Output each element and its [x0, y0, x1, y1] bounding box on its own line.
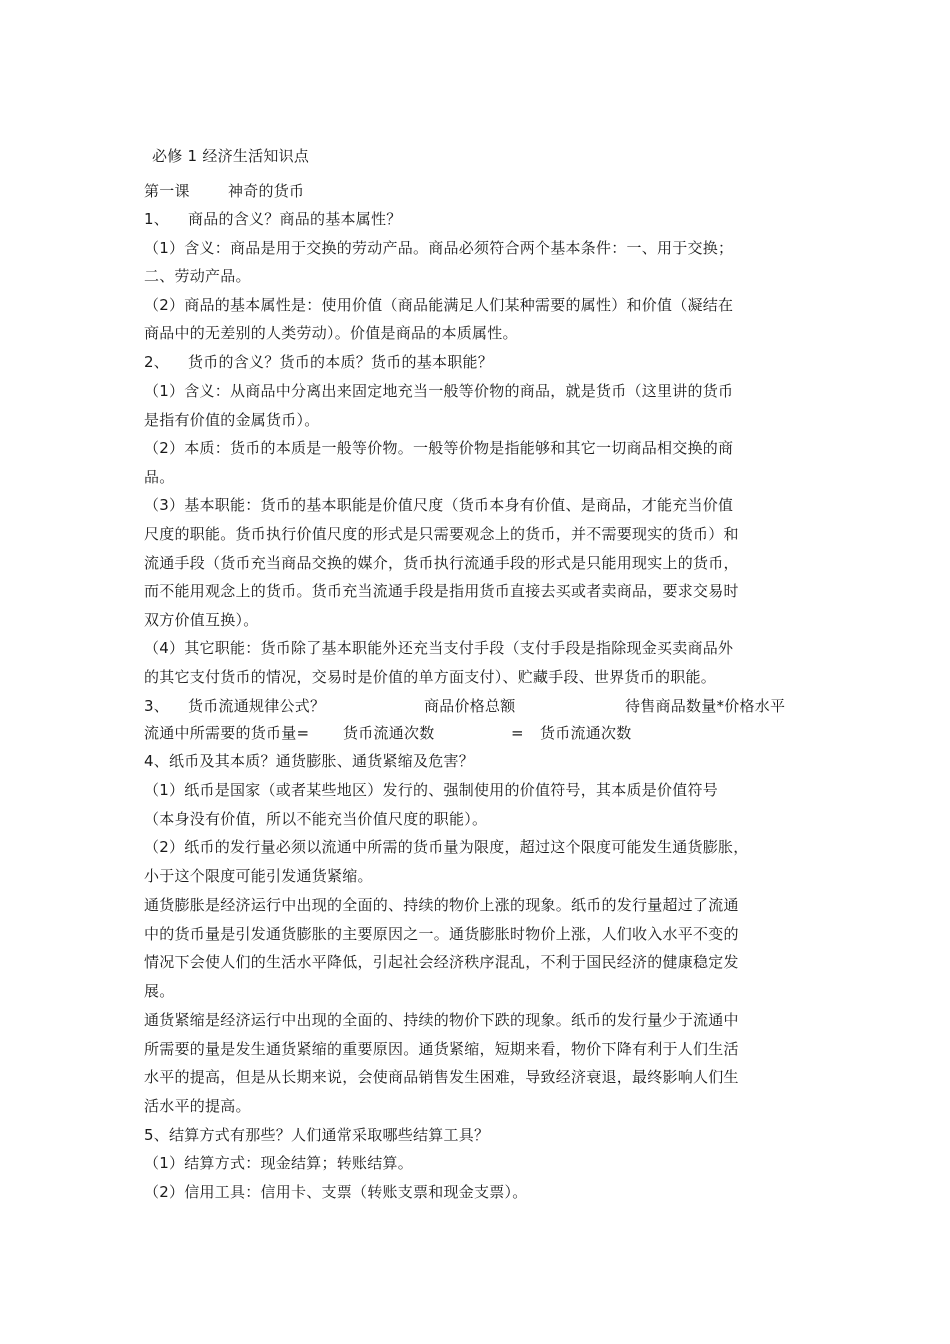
paragraph-line: （1）含义：商品是用于交换的劳动产品。商品必须符合两个基本条件：一、用于交换；	[144, 239, 734, 257]
paragraph-line: 通货膨胀是经济运行中出现的全面的、持续的物价上涨的现象。纸币的发行量超过了流通	[144, 896, 739, 914]
paragraph-line: 而不能用观念上的货币。货币充当流通手段是指用货币直接去买或者卖商品，要求交易时	[144, 582, 739, 600]
formula-equals: =	[511, 724, 524, 742]
paragraph-line: 是指有价值的金属货币）。	[144, 411, 320, 429]
question-4: 4、纸币及其本质？通货膨胀、通货紧缩及危害？	[144, 752, 475, 770]
question-text: 货币的含义？货币的本质？货币的基本职能？	[188, 353, 494, 371]
question-5: 5、结算方式有那些？人们通常采取哪些结算工具？	[144, 1126, 490, 1144]
paragraph-line: （3）基本职能：货币的基本职能是价值尺度（货币本身有价值、是商品，才能充当价值	[144, 496, 734, 514]
question-number: 1、	[144, 210, 170, 228]
paragraph-line: （2）纸币的发行量必须以流通中所需的货币量为限度，超过这个限度可能发生通货膨胀，	[144, 838, 749, 856]
paragraph-line: （2）信用工具：信用卡、支票（转账支票和现金支票）。	[144, 1183, 528, 1201]
paragraph-line: （1）纸币是国家（或者某些地区）发行的、强制使用的价值符号，其本质是价值符号	[144, 781, 719, 799]
paragraph-line: 通货紧缩是经济运行中出现的全面的、持续的物价下跌的现象。纸币的发行量少于流通中	[144, 1011, 739, 1029]
paragraph-line: 活水平的提高。	[144, 1097, 251, 1115]
question-text: 商品的含义？商品的基本属性？	[188, 210, 402, 228]
question-number: 2、	[144, 353, 170, 371]
paragraph-line: 的其它支付货币的情况，交易时是价值的单方面支付）、贮藏手段、世界货币的职能。	[144, 668, 717, 686]
paragraph-line: 二、劳动产品。	[144, 267, 251, 285]
formula-numerator-2: 待售商品数量*价格水平	[625, 697, 786, 715]
paragraph-line: 情况下会使人们的生活水平降低，引起社会经济秩序混乱，不利于国民经济的健康稳定发	[144, 953, 739, 971]
paragraph-line: 商品中的无差别的人类劳动）。价值是商品的本质属性。	[144, 324, 518, 342]
doc-title: 必修 1 经济生活知识点	[152, 147, 310, 165]
paragraph-line: 小于这个限度可能引发通货紧缩。	[144, 867, 373, 885]
paragraph-line: 品。	[144, 468, 175, 486]
paragraph-line: 双方价值互换）。	[144, 611, 259, 629]
lesson-label: 第一课	[144, 182, 190, 200]
paragraph-line: 展。	[144, 982, 175, 1000]
paragraph-line: 尺度的职能。货币执行价值尺度的形式是只需要观念上的货币，并不需要现实的货币）和	[144, 525, 739, 543]
paragraph-line: 流通手段（货币充当商品交换的媒介，货币执行流通手段的形式是只能用现实上的货币，	[144, 554, 739, 572]
formula-numerator-1: 商品价格总额	[424, 697, 516, 715]
paragraph-line: （本身没有价值，所以不能充当价值尺度的职能）。	[144, 810, 488, 828]
paragraph-line: （2）本质：货币的本质是一般等价物。一般等价物是指能够和其它一切商品相交换的商	[144, 439, 734, 457]
paragraph-line: （1）含义：从商品中分离出来固定地充当一般等价物的商品，就是货币（这里讲的货币	[144, 382, 734, 400]
paragraph-line: 水平的提高，但是从长期来说，会使商品销售发生困难，导致经济衰退，最终影响人们生	[144, 1068, 739, 1086]
paragraph-line: （2）商品的基本属性是：使用价值（商品能满足人们某种需要的属性）和价值（凝结在	[144, 296, 734, 314]
question-text: 货币流通规律公式？	[188, 697, 326, 715]
formula-lhs: 流通中所需要的货币量=	[144, 724, 310, 742]
paragraph-line: 中的货币量是引发通货膨胀的主要原因之一。通货膨胀时物价上涨，人们收入水平不变的	[144, 925, 739, 943]
paragraph-line: （4）其它职能：货币除了基本职能外还充当支付手段（支付手段是指除现金买卖商品外	[144, 639, 734, 657]
formula-denominator-2: 货币流通次数	[540, 724, 632, 742]
question-number: 3、	[144, 697, 170, 715]
lesson-name: 神奇的货币	[228, 182, 305, 200]
paragraph-line: 所需要的量是发生通货紧缩的重要原因。通货紧缩，短期来看，物价下降有利于人们生活	[144, 1040, 739, 1058]
paragraph-line: （1）结算方式：现金结算；转账结算。	[144, 1154, 414, 1172]
formula-denominator-1: 货币流通次数	[343, 724, 435, 742]
